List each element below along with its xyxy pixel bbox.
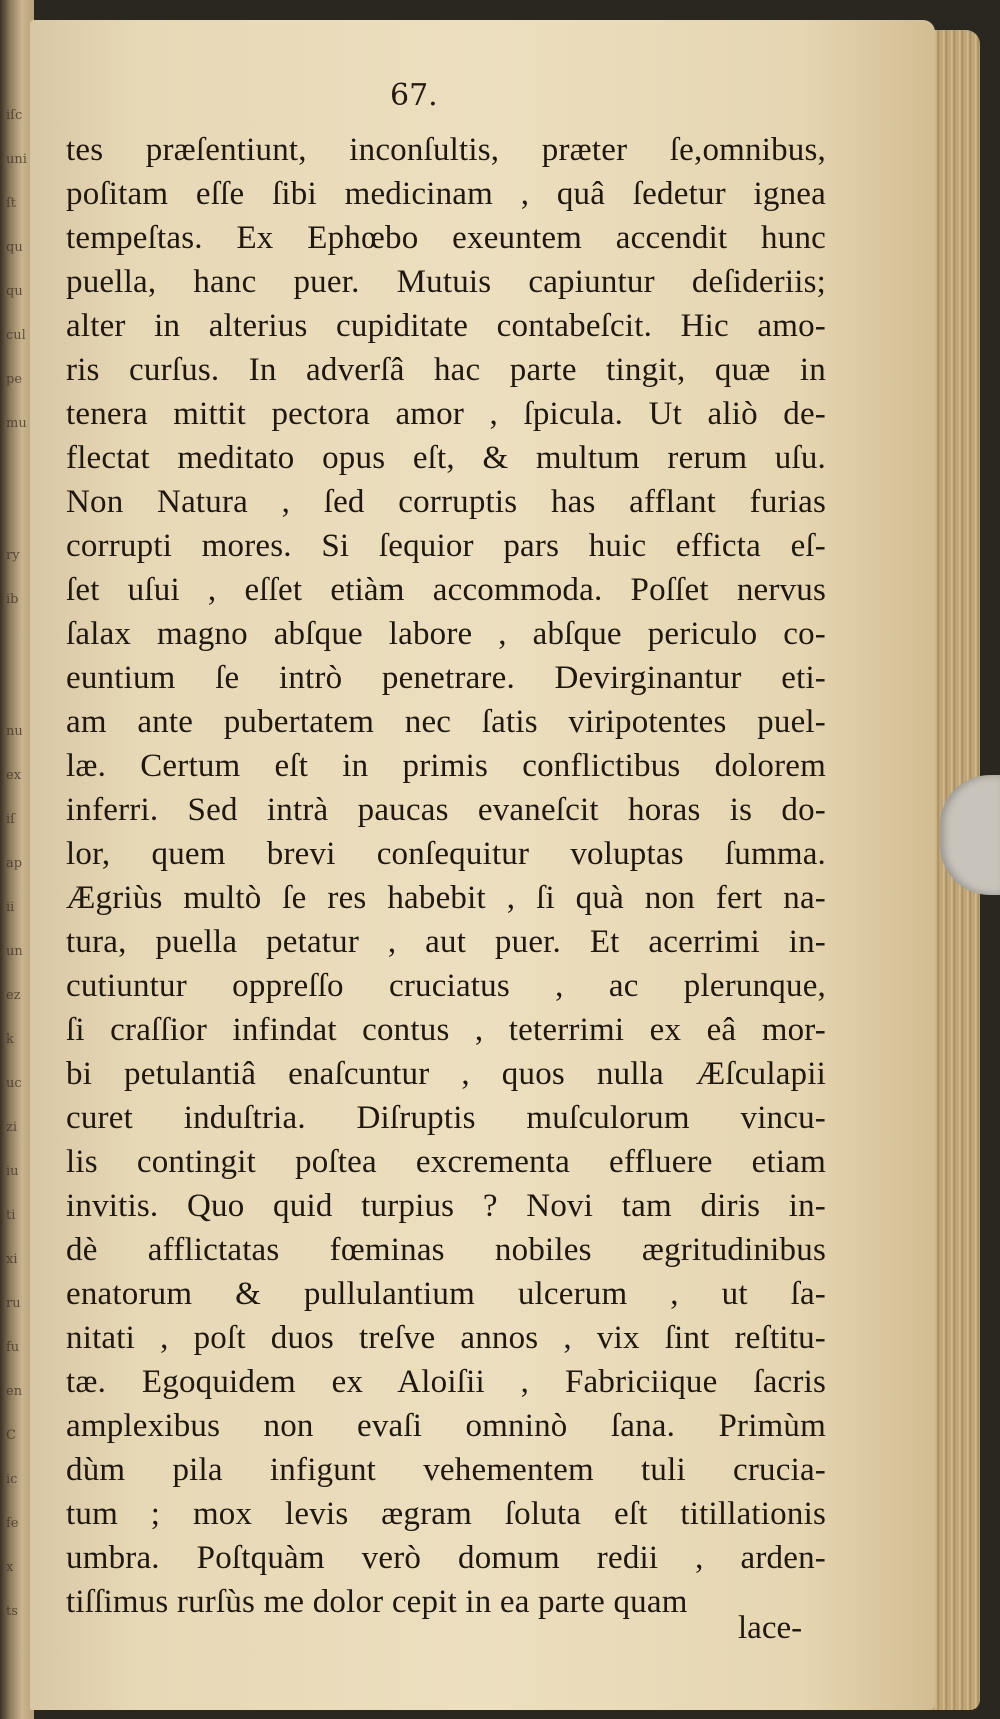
facing-page-fragment: iſc <box>6 108 23 123</box>
text-line: tempeſtas. Ex Ephœbo exeuntem accendit hunc <box>66 220 826 256</box>
text-line: nitati , poſt duos treſve annos , vix ſint reſtitu- <box>66 1320 826 1356</box>
facing-page-fragment: zi <box>6 1120 18 1135</box>
facing-page-fragment: qu <box>6 240 23 255</box>
text-line: inferri. Sed intrà paucas evaneſcit horas is do- <box>66 792 826 828</box>
facing-page-fragment: xi <box>6 1252 18 1267</box>
facing-page-fragment: ru <box>6 1296 21 1311</box>
page-text-block <box>66 128 826 1624</box>
text-line: Ægriùs multò ſe res habebit , ſi quà non fert na- <box>66 880 826 916</box>
facing-page-fragment: ſt <box>6 196 17 211</box>
facing-page-fragment: x <box>6 1560 14 1575</box>
facing-page-fragment: ib <box>6 592 19 607</box>
text-line: tum ; mox levis ægram ſoluta eſt titillationis <box>66 1496 826 1532</box>
facing-page-fragment: pe <box>6 372 23 387</box>
text-line: dùm pila infigunt vehementem tuli crucia- <box>66 1452 826 1488</box>
text-line: lor, quem brevi conſequitur voluptas ſumma. <box>66 836 826 872</box>
facing-page-fragment: uc <box>6 1076 22 1091</box>
facing-page-fragment: ex <box>6 768 22 783</box>
facing-page-fragment: iu <box>6 1164 19 1179</box>
facing-page-fragment: k <box>6 1032 14 1047</box>
facing-page-fragment: iſ <box>6 812 15 827</box>
book-page <box>30 20 935 1710</box>
text-line: flectat meditato opus eſt, & multum rerum uſu. <box>66 440 826 476</box>
text-line: dè afflictatas fœminas nobiles ægritudinibus <box>66 1232 826 1268</box>
text-line: bi petulantiâ enaſcuntur , quos nulla Æſculapii <box>66 1056 826 1092</box>
facing-page-fragment: C <box>6 1428 16 1443</box>
text-line: poſitam eſſe ſibi medicinam , quâ ſedetur ignea <box>66 176 826 212</box>
text-line: euntium ſe intrò penetrare. Devirginantur eti- <box>66 660 826 696</box>
facing-page-fragment: en <box>6 1384 23 1399</box>
text-line: umbra. Poſtquàm verò domum redii , arden- <box>66 1540 826 1576</box>
text-line: ſalax magno abſque labore , abſque periculo co- <box>66 616 826 652</box>
text-line: enatorum & pullulantium ulcerum , ut ſa- <box>66 1276 826 1312</box>
facing-page-fragment: nu <box>6 724 23 739</box>
facing-page-fragment: un <box>6 944 23 959</box>
facing-page-fragment: uni <box>6 152 27 167</box>
text-line: Non Natura , ſed corruptis has afflant furias <box>66 484 826 520</box>
facing-page-fragment: cul <box>6 328 26 343</box>
facing-page-fragment: ap <box>6 856 23 871</box>
facing-page-fragment: ii <box>6 900 15 915</box>
text-line: puella, hanc puer. Mutuis capiuntur deſideriis; <box>66 264 826 300</box>
text-line: ris curſus. In adverſâ hac parte tingit, quæ in <box>66 352 826 388</box>
catchword: lace- <box>738 1610 803 1646</box>
facing-page-fragment: ez <box>6 988 21 1003</box>
text-line: læ. Certum eſt in primis conflictibus dolorem <box>66 748 826 784</box>
facing-page-fragment: fu <box>6 1340 20 1355</box>
text-line: lis contingit poſtea excrementa effluere etiam <box>66 1144 826 1180</box>
facing-page-fragment: ic <box>6 1472 18 1487</box>
facing-page-edge <box>0 0 34 1719</box>
text-line: ſet uſui , eſſet etiàm accommoda. Poſſet nervus <box>66 572 826 608</box>
text-line: invitis. Quo quid turpius ? Novi tam diris in- <box>66 1188 826 1224</box>
page-number: 67. <box>390 78 438 113</box>
facing-page-fragment: ts <box>6 1604 18 1619</box>
facing-page-fragment: fe <box>6 1516 19 1531</box>
text-line: cutiuntur oppreſſo cruciatus , ac plerunque, <box>66 968 826 1004</box>
facing-page-fragment: ry <box>6 548 20 563</box>
text-line: am ante pubertatem nec ſatis viripotentes puel- <box>66 704 826 740</box>
text-line: amplexibus non evaſi omninò ſana. Primùm <box>66 1408 826 1444</box>
text-line: tæ. Egoquidem ex Aloiſii , Fabriciique ſacris <box>66 1364 826 1400</box>
text-line: ſi craſſior infindat contus , teterrimi ex eâ mor- <box>66 1012 826 1048</box>
text-line: tiſſimus rurſùs me dolor cepit in ea parte quam <box>66 1584 688 1620</box>
text-line: corrupti mores. Si ſequior pars huic efficta eſ- <box>66 528 826 564</box>
facing-page-fragment: qu <box>6 284 23 299</box>
text-line: tenera mittit pectora amor , ſpicula. Ut aliò de- <box>66 396 826 432</box>
text-line: tes præſentiunt, inconſultis, præter ſe,omnibus, <box>66 132 826 168</box>
facing-page-fragment: mu <box>6 416 27 431</box>
facing-page-fragment: ti <box>6 1208 16 1223</box>
text-line: alter in alterius cupiditate contabeſcit. Hic amo- <box>66 308 826 344</box>
text-line: curet induſtria. Diſruptis muſculorum vincu- <box>66 1100 826 1136</box>
text-line: tura, puella petatur , aut puer. Et acerrimi in- <box>66 924 826 960</box>
